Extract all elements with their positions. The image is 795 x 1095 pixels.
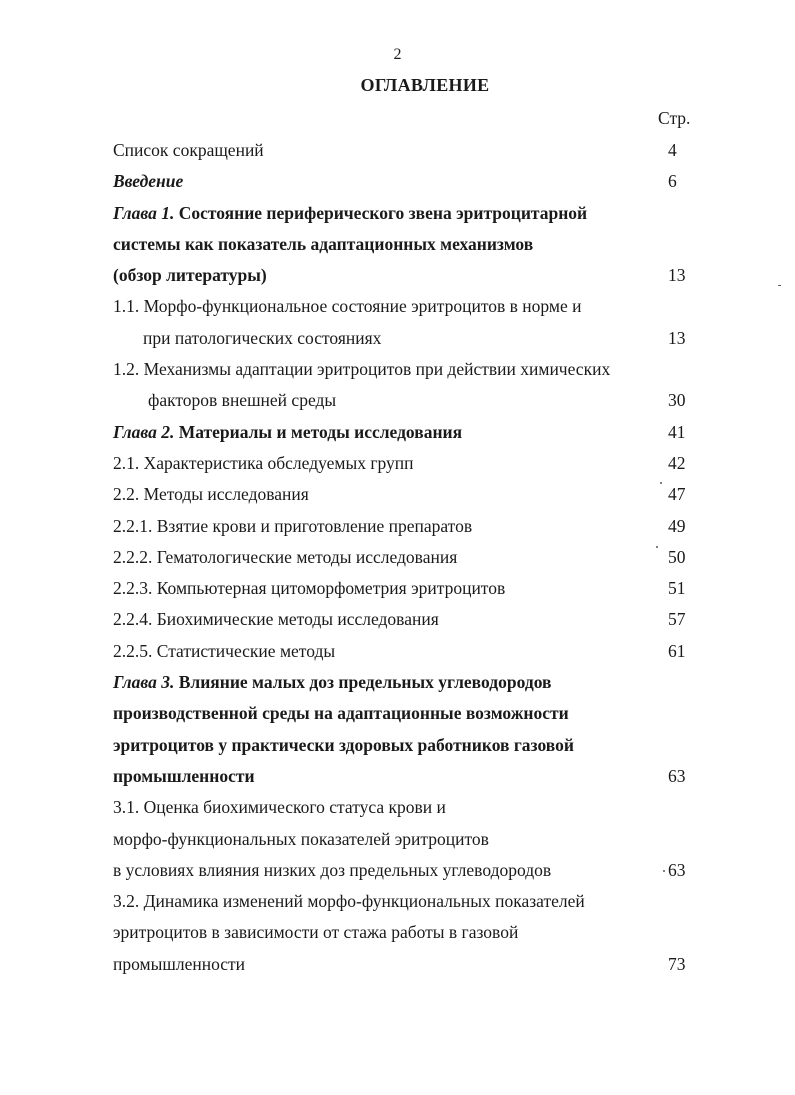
toc-entry-text: системы как показатель адаптационных механизмов <box>113 233 534 254</box>
toc-row <box>0 886 795 917</box>
scan-speck <box>656 546 658 548</box>
toc-page-number: 50 <box>668 546 686 567</box>
toc-row <box>0 511 795 542</box>
toc-entry-text: при патологических состояниях <box>143 327 382 348</box>
toc-page-number: 13 <box>668 327 686 348</box>
toc-row <box>0 166 795 197</box>
toc-entry-text: морфо-функциональных показателей эритроцитов <box>113 828 489 849</box>
toc-entry-text: производственной среды на адаптационные возможности <box>113 703 569 724</box>
toc-row <box>0 917 795 948</box>
toc-row <box>0 448 795 479</box>
toc-row <box>0 949 795 980</box>
toc-row <box>0 198 795 229</box>
toc-entry-text: 2.2.3. Компьютерная цитоморфометрия эритроцитов <box>113 578 506 599</box>
toc-entry-text: 1.2. Механизмы адаптации эритроцитов при действии химических <box>113 359 611 380</box>
toc-entry-text: 2.2.4. Биохимические методы исследования <box>113 609 439 630</box>
toc-page-number: 61 <box>668 640 686 661</box>
toc-page-number: 30 <box>668 390 686 411</box>
toc-row <box>0 730 795 761</box>
chapter-title: Состояние периферического звена эритроцитарной <box>178 202 588 223</box>
scan-speck <box>663 870 665 872</box>
toc-entry-text: 2.2. Методы исследования <box>113 484 309 505</box>
toc-entry-text <box>113 417 462 448</box>
toc-row <box>0 855 795 886</box>
toc-row <box>0 667 795 698</box>
toc-page-number: 6 <box>668 171 677 192</box>
toc-page-number: 13 <box>668 265 686 286</box>
toc-page-number: 63 <box>668 859 686 880</box>
toc-page-number: 57 <box>668 609 686 630</box>
pages-column-header: Стр. <box>658 108 691 128</box>
toc-page-number: 51 <box>668 578 686 599</box>
toc-entry-text: 2.2.5. Статистические методы <box>113 640 336 661</box>
chapter-title: Влияние малых доз предельных углеводородов <box>178 672 552 693</box>
toc-row <box>0 761 795 792</box>
toc-entry-text: факторов внешней среды <box>148 390 337 411</box>
toc-row <box>0 792 795 823</box>
chapter-label: Глава 1. <box>113 202 175 223</box>
page-title: ОГЛАВЛЕНИЕ <box>360 75 490 95</box>
toc-entry-text: Введение <box>113 171 184 192</box>
toc-page-number: 4 <box>668 140 677 160</box>
toc-entry-text: промышленности <box>113 953 246 974</box>
toc-page-number: 47 <box>668 484 686 505</box>
toc-page-number: 63 <box>668 765 686 786</box>
toc-row <box>0 824 795 855</box>
toc-entry-text: Список сокращений <box>113 140 264 160</box>
toc-row <box>0 479 795 510</box>
toc-entry-text: 3.1. Оценка биохимического статуса крови и <box>113 797 446 818</box>
scan-speck <box>778 285 781 286</box>
toc-row <box>0 229 795 260</box>
toc-entry-text: 2.2.2. Гематологические методы исследования <box>113 546 458 567</box>
scan-speck <box>660 482 662 484</box>
toc-row <box>0 636 795 667</box>
chapter-title: Материалы и методы исследования <box>178 421 463 442</box>
table-of-contents <box>0 135 795 980</box>
toc-row <box>0 385 795 416</box>
toc-row <box>0 354 795 385</box>
toc-row <box>0 291 795 322</box>
toc-entry-text: 1.1. Морфо-функциональное состояние эритроцитов в норме и <box>113 296 582 317</box>
toc-row <box>0 417 795 448</box>
toc-entry-text: 3.2. Динамика изменений морфо-функциональных показателей <box>113 891 585 912</box>
toc-page-number: 41 <box>668 421 686 442</box>
toc-entry-text <box>113 198 587 229</box>
toc-row <box>0 542 795 573</box>
toc-page-number: 42 <box>668 452 686 473</box>
toc-row <box>0 604 795 635</box>
chapter-label: Глава 3. <box>113 672 175 693</box>
toc-entry-text: 2.2.1. Взятие крови и приготовление препаратов <box>113 515 473 536</box>
toc-entry-text: (обзор литературы) <box>113 265 267 286</box>
toc-entry-text: промышленности <box>113 765 255 786</box>
toc-row <box>0 135 795 166</box>
toc-entry-text: эритроцитов в зависимости от стажа работы в газовой <box>113 922 519 943</box>
toc-entry-text: эритроцитов у практически здоровых работников газовой <box>113 734 574 755</box>
chapter-label: Глава 2. <box>113 421 175 442</box>
toc-page-number: 73 <box>668 953 686 974</box>
toc-row <box>0 323 795 354</box>
toc-entry-text: 2.1. Характеристика обследуемых групп <box>113 452 414 473</box>
toc-row <box>0 260 795 291</box>
toc-row <box>0 573 795 604</box>
toc-entry-text: в условиях влияния низких доз предельных углеводородов <box>113 859 552 880</box>
toc-page-number: 49 <box>668 515 686 536</box>
toc-row <box>0 698 795 729</box>
page-number: 2 <box>393 46 402 63</box>
toc-entry-text <box>113 667 551 698</box>
